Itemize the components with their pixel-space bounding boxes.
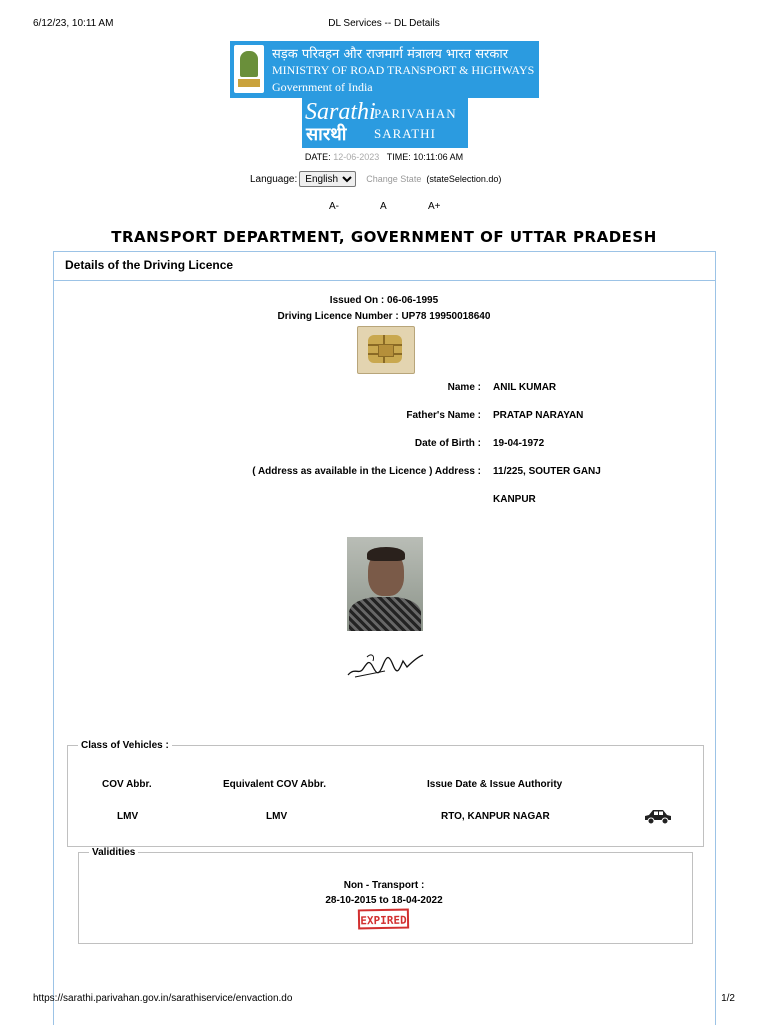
sarathi-text: SARATHI — [374, 126, 436, 141]
dob-value: 19-04-1972 — [493, 438, 545, 449]
panel-title: Details of the Driving Licence — [65, 258, 234, 272]
language-label: Language: — [250, 173, 298, 185]
change-state-link[interactable]: Change State — [366, 174, 422, 184]
car-icon — [643, 806, 673, 826]
national-emblem-icon — [234, 45, 264, 93]
holder-signature — [345, 645, 425, 681]
dl-number: Driving Licence Number : UP78 19950018640 — [277, 311, 491, 322]
date-time-line — [0, 152, 768, 162]
panel-header — [54, 252, 715, 281]
validities-legend: Validities — [92, 847, 136, 858]
sarathi-logo-english: Sarathi — [305, 99, 376, 125]
government-of-india: Government of India — [272, 80, 373, 94]
address-label: ( Address as available in the Licence ) Address : — [252, 466, 481, 477]
address-line2: KANPUR — [493, 494, 536, 505]
father-name-value: PRATAP NARAYAN — [493, 410, 584, 421]
issued-on: Issued On : 06-06-1995 — [329, 295, 439, 306]
name-value: ANIL KUMAR — [493, 382, 557, 393]
dob-label: Date of Birth : — [414, 438, 481, 449]
address-line1: 11/225, SOUTER GANJ — [493, 466, 601, 477]
ministry-english: MINISTRY OF ROAD TRANSPORT & HIGHWAYS — [272, 63, 535, 77]
cov-header-issue: Issue Date & Issue Authority — [427, 779, 563, 790]
father-name-label: Father's Name : — [406, 410, 481, 421]
cov-equiv-value: LMV — [266, 811, 288, 822]
font-normal-button[interactable]: A — [380, 201, 387, 212]
expired-stamp: EXPIRED — [358, 909, 409, 930]
smart-card-chip-icon — [357, 326, 415, 374]
date-label: DATE: — [304, 152, 331, 162]
print-url: https://sarathi.parivahan.gov.in/sarathiservice/envaction.do — [33, 993, 293, 1004]
ministry-hindi: सड़क परिवहन और राजमार्ग मंत्रालय भारत सरकार — [272, 47, 509, 62]
sarathi-logo-hindi: सारथी — [306, 124, 347, 145]
cov-authority-value: RTO, KANPUR NAGAR — [441, 811, 550, 822]
print-datetime: 6/12/23, 10:11 AM — [33, 18, 114, 29]
font-increase-button[interactable]: A+ — [428, 201, 441, 212]
parivahan-text: PARIVAHAN — [374, 106, 457, 121]
time-label: TIME: — [386, 152, 411, 162]
department-title: TRANSPORT DEPARTMENT, GOVERNMENT OF UTTAR PRADESH — [111, 228, 657, 246]
name-label: Name : — [447, 382, 481, 393]
date-value: 12-06-2023 — [333, 152, 380, 162]
cov-header-abbr: COV Abbr. — [102, 779, 152, 790]
language-select[interactable] — [299, 171, 356, 187]
class-of-vehicles-box — [67, 740, 704, 847]
holder-photo — [347, 537, 423, 631]
font-decrease-button[interactable]: A- — [329, 201, 339, 212]
validity-range: 28-10-2015 to 18-04-2022 — [325, 895, 443, 906]
cov-legend: Class of Vehicles : — [81, 740, 169, 751]
print-page-title: DL Services -- DL Details — [328, 18, 440, 29]
cov-abbr-value: LMV — [117, 811, 139, 822]
cov-header-equiv: Equivalent COV Abbr. — [223, 779, 326, 790]
validity-type: Non - Transport : — [343, 880, 425, 891]
sarathi-logo — [302, 98, 468, 148]
print-page-number: 1/2 — [721, 993, 735, 1004]
state-selection-text: (stateSelection.do) — [426, 174, 502, 184]
ministry-banner — [230, 41, 539, 98]
time-value: 10:11:06 AM — [413, 152, 464, 162]
language-bar — [250, 171, 501, 187]
